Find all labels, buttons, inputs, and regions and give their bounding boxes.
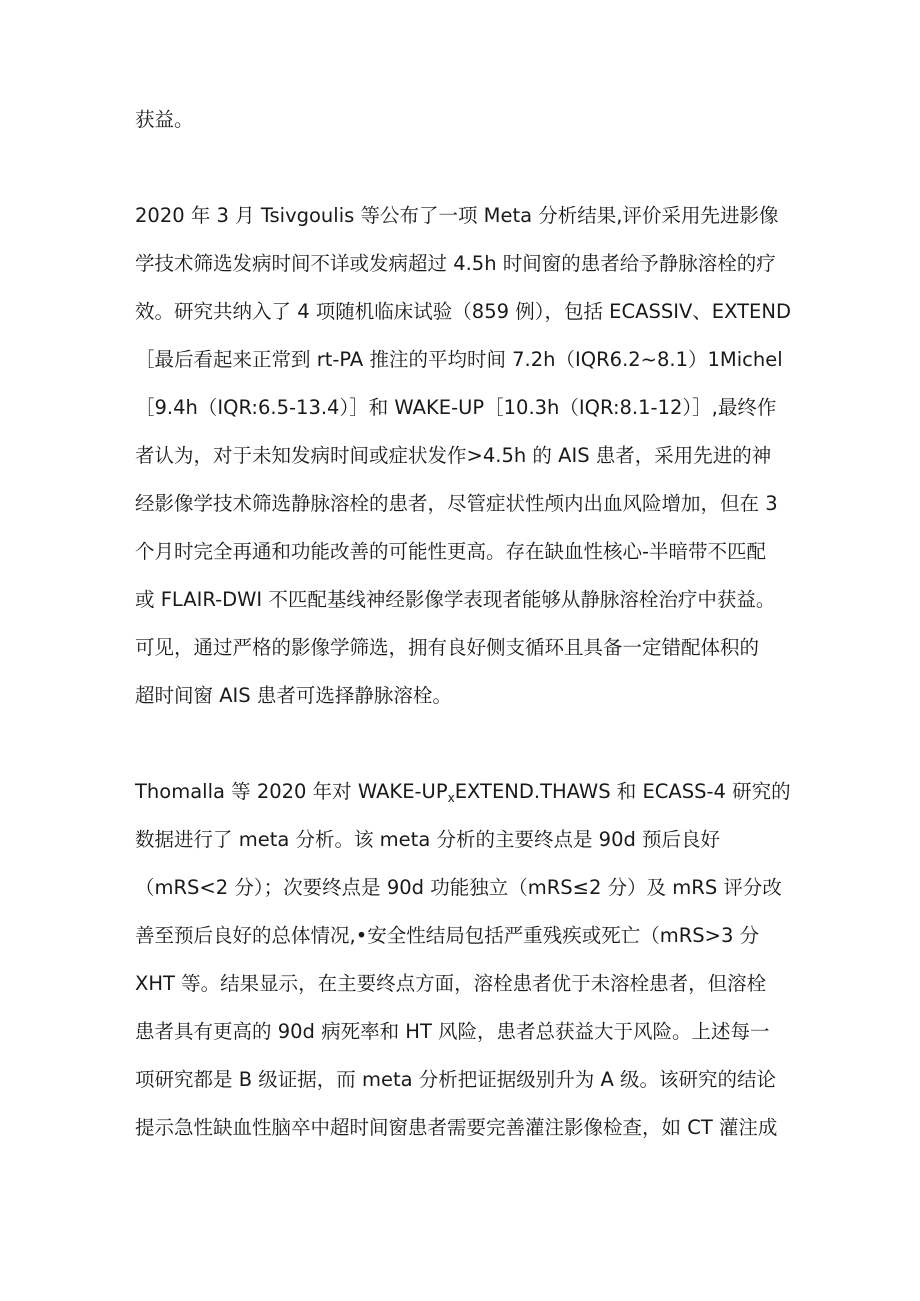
paragraph-1-line-9: 或 FLAIR-DWI 不匹配基线神经影像学表现者能够从静脉溶栓治疗中获益。 (135, 588, 776, 611)
paragraph-1-line-4: ［最后看起来正常到 rt-PA 推注的平均时间 7.2h（IQR6.2~8.1）1Michel (135, 348, 783, 371)
paragraph-2-line-1 (135, 780, 791, 810)
paragraph-2-line-1-subscript: x (447, 791, 455, 805)
paragraph-1-line-7: 经影像学技术筛选静脉溶栓的患者，尽管症状性颅内出血风险增加，但在 3 (135, 492, 778, 515)
paragraph-2-line-2: 数据进行了 meta 分析。该 meta 分析的主要终点是 90d 预后良好 (135, 828, 721, 851)
paragraph-1-line-1: 2020 年 3 月 Tsivgoulis 等公布了一项 Meta 分析结果,评价采用先进影像 (135, 204, 779, 227)
paragraph-2-line-3: （mRS<2 分）；次要终点是 90d 功能独立（mRS≤2 分）及 mRS 评分改 (135, 876, 782, 899)
paragraph-2-line-8: 提示急性缺血性脑卒中超时间窗患者需要完善灌注影像检查，如 CT 灌注成 (135, 1116, 778, 1139)
paragraph-2-line-1-text-a: Thomalla 等 2020 年对 WAKE-UP (135, 780, 448, 803)
paragraph-2-line-6: 患者具有更高的 90d 病死率和 HT 风险，患者总获益大于风险。上述每一 (135, 1020, 770, 1043)
paragraph-2-line-5: XHT 等。结果显示，在主要终点方面，溶栓患者优于未溶栓患者，但溶栓 (135, 972, 767, 995)
paragraph-1-line-6: 者认为，对于未知发病时间或症状发作>4.5h 的 AIS 患者，采用先进的神 (135, 444, 772, 467)
paragraph-1-line-11: 超时间窗 AIS 患者可选择静脉溶栓。 (135, 684, 452, 707)
paragraph-1-line-8: 个月时完全再通和功能改善的可能性更高。存在缺血性核心-半暗带不匹配 (135, 540, 767, 563)
paragraph-1-line-2: 学技术筛选发病时间不详或发病超过 4.5h 时间窗的患者给予静脉溶栓的疗 (135, 252, 776, 275)
paragraph-0-line-1: 获益。 (135, 108, 194, 131)
paragraph-2-line-1-text-b: EXTEND.THAWS 和 ECASS-4 研究的 (454, 780, 791, 803)
paragraph-2-line-4: 善至预后良好的总体情况,•安全性结局包括严重残疾或死亡（mRS>3 分 (135, 924, 760, 947)
paragraph-1-line-5: ［9.4h（IQR:6.5-13.4）］和 WAKE-UP［10.3h（IQR:8.1-12）］,最终作 (135, 396, 777, 419)
paragraph-2-line-7: 项研究都是 B 级证据，而 meta 分析把证据级别升为 A 级。该研究的结论 (135, 1068, 776, 1091)
paragraph-1-line-10: 可见，通过严格的影像学筛选，拥有良好侧支循环且具备一定错配体积的 (135, 636, 760, 659)
paragraph-1-line-3: 效。研究共纳入了 4 项随机临床试验（859 例），包括 ECASSIV、EXTEND (135, 300, 791, 323)
